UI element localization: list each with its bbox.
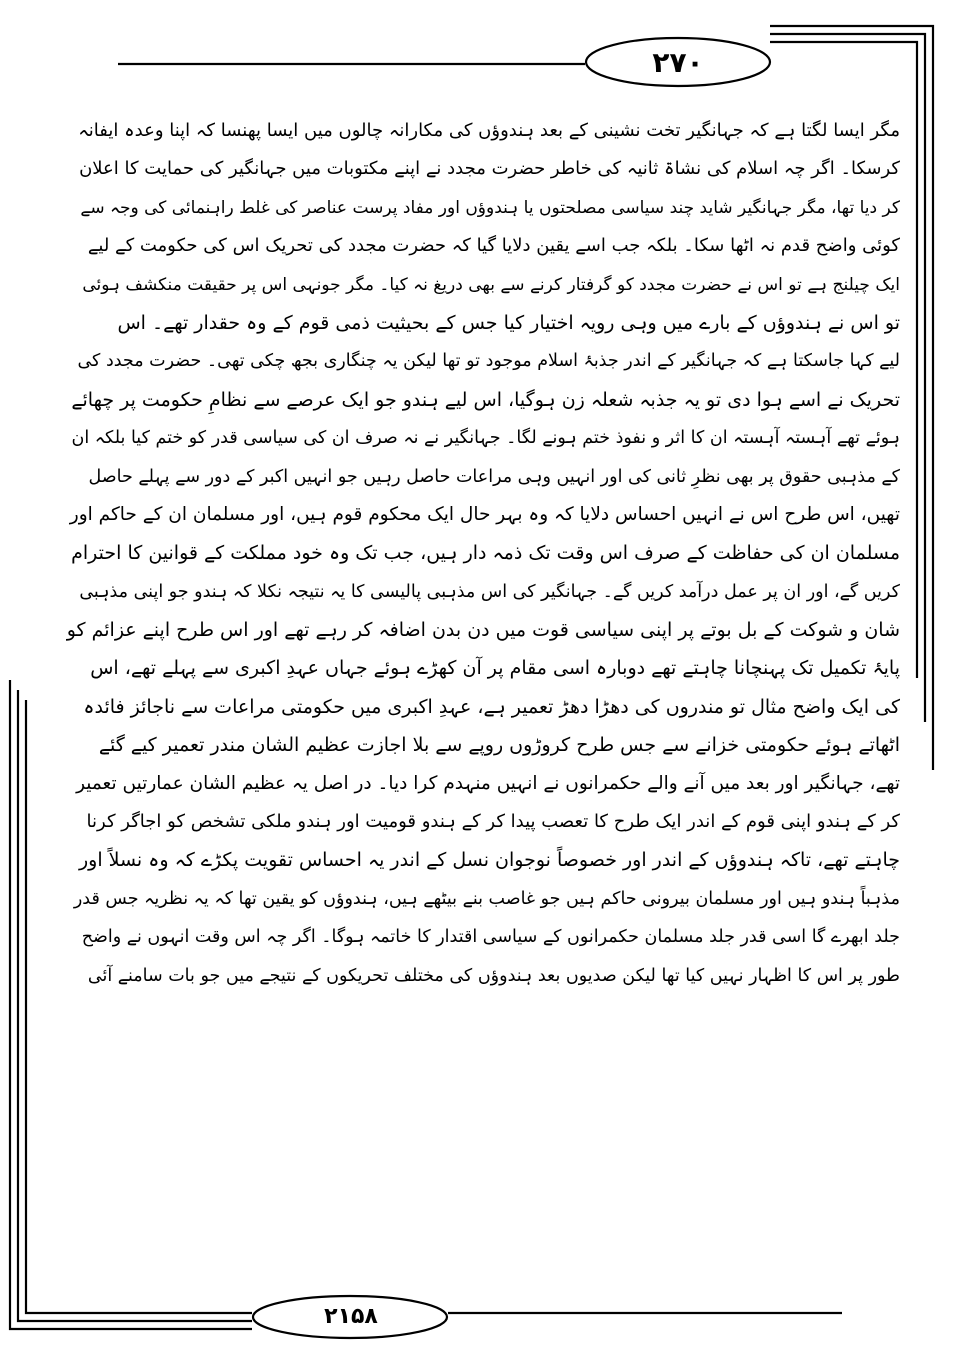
text-line: لیے کہا جاسکتا ہے کہ جہانگیر کے اندر جذبۂ اسلام موجود تو تھا لیکن یہ چنگاری بجھ چکی تھی۔ حضرت مجدد کی — [77, 351, 900, 372]
text-line: کے مذہبی حقوق پر بھی نظرِ ثانی کی اور انہیں وہی مراعات حاصل رہیں جو انہیں اکبر کے دور سے پہلے حاصل — [88, 466, 900, 487]
text-line: شان و شوکت کے بل بوتے پر اپنی سیاسی قوت میں دن بدن اضافہ کر رہے تھے اور اس طرح اپنے عزائم کو — [66, 619, 900, 642]
text-line: تھے، جہانگیر اور بعد میں آنے والے حکمرانوں نے انہیں منہدم کرا دیا۔ در اصل یہ عظیم الشان عمارتیں تعمیر — [76, 772, 900, 794]
text-line: تھیں، اس طرح اس نے انہیں احساس دلایا کہ وہ بہر حال ایک محکوم قوم ہیں، اور مسلمان ان کے حاکم اور — [69, 503, 900, 525]
text-line: مسلمان ان کی حفاظت کے صرف اس وقت تک ذمہ دار ہیں، جب تک وہ خود مملکت کے قوانین کا احترام — [71, 542, 900, 565]
page-number-top: ۲۷۰ — [652, 45, 704, 79]
text-line: کی ایک واضح مثال تو مندروں کی دھڑا دھڑ تعمیر ہے، عہدِ اکبری میں حکومتی مراعات سے ناجائز فائدہ — [83, 695, 900, 718]
text-line: چاہتے تھے، تاکہ ہندوؤں کے اندر اور خصوصاً نوجوان نسل کے اندر یہ احساس تقویت پکڑے کہ وہ نسلاً اور — [78, 849, 900, 872]
text-line: ایک چیلنج ہے تو اس نے حضرت مجدد کو گرفتار کرنے سے بھی دریغ نہ کیا۔ مگر جونہی اس پر حقیقت منکشف ہوئی — [82, 274, 900, 295]
text-line: اٹھاتے ہوئے حکومتی خزانے سے جس طرح کروڑوں روپے سے بلا اجازت عظیم الشان مندر تعمیر کیے گئے — [98, 734, 900, 757]
text-line: تحریک نے اسے ہوا دی تو یہ جذبہ شعلہ زن ہوگیا، اس لیے ہندو جو ایک عرصے سے نظامِ حکومت پر چھائے — [71, 388, 900, 411]
text-line: پایۂ تکمیل تک پہنچانا چاہتے تھے دوبارہ اسی مقام پر آن کھڑے ہوئے جہاں عہدِ اکبری سے پہلے تھے، اس — [90, 657, 900, 680]
text-line: کر دیا تھا، مگر جہانگیر شاید چند سیاسی مصلحتوں یا ہندوؤں اور مفاد پرست عناصر کی غلط راہنمائی کی وجہ سے — [80, 197, 900, 218]
text-line: ہوئے تھے آہستہ آہستہ ان کا اثر و نفوذ ختم ہونے لگا۔ جہانگیر نے نہ صرف ان کی سیاسی قدر کو ختم کیا بلکہ ان — [71, 428, 900, 449]
text-line: مذہباً ہندو ہیں اور مسلمان بیرونی حاکم ہیں جو غاصب بنے بیٹھے ہیں، ہندوؤں کو یقین تھا کہ یہ نظریہ جس قدر — [73, 888, 900, 909]
text-line: مگر ایسا لگتا ہے کہ جہانگیر تخت نشینی کے بعد ہندوؤں کی مکارانہ چالوں میں ایسا پھنسا کہ اپنا وعدہ ایفانہ — [78, 120, 900, 141]
text-line: کر کے ہندو اپنی قوم کے اندر ایک طرح کا تعصب پیدا کر کے ہندو قومیت اور ہندو ملکی تشخص کو اجاگر کرنا — [86, 811, 900, 833]
text-line: تو اس نے ہندوؤں کے بارے میں وہی رویہ اختیار کیا جس کے بحیثیت ذمی قوم کے وہ حقدار تھے۔ اس — [117, 311, 900, 334]
page-number-bottom: ۲۱۵۸ — [324, 1303, 378, 1329]
body-text — [66, 112, 900, 995]
text-line: کوئی واضح قدم نہ اٹھا سکا۔ بلکہ جب اسے یقین دلایا گیا کہ حضرت مجدد کی تحریک اس کی حکومت کے لیے — [87, 235, 900, 257]
text-line: جلد ابھرے گا اسی قدر جلد مسلمان حکمرانوں کے سیاسی اقتدار کا خاتمہ ہوگا۔ اگر چہ اس وقت انہوں نے واضح — [81, 927, 900, 948]
text-line: کریں گے، اور ان پر عمل درآمد کریں گے۔ جہانگیر کی اس مذہبی پالیسی کا یہ نتیجہ نکلا کہ ہندو جو اپنی مذہبی — [79, 581, 900, 602]
text-line: کرسکا۔ اگر چہ اسلام کی نشاۃ ثانیہ کی خاطر حضرت مجدد نے اپنے مکتوبات میں جہانگیر کی حمایت کا اعلان — [79, 158, 900, 180]
text-line: طور پر اس کا اظہار نہیں کیا تھا لیکن صدیوں بعد ہندوؤں کی مختلف تحریکوں کے نتیجے میں جو بات سامنے آئی — [87, 965, 900, 986]
